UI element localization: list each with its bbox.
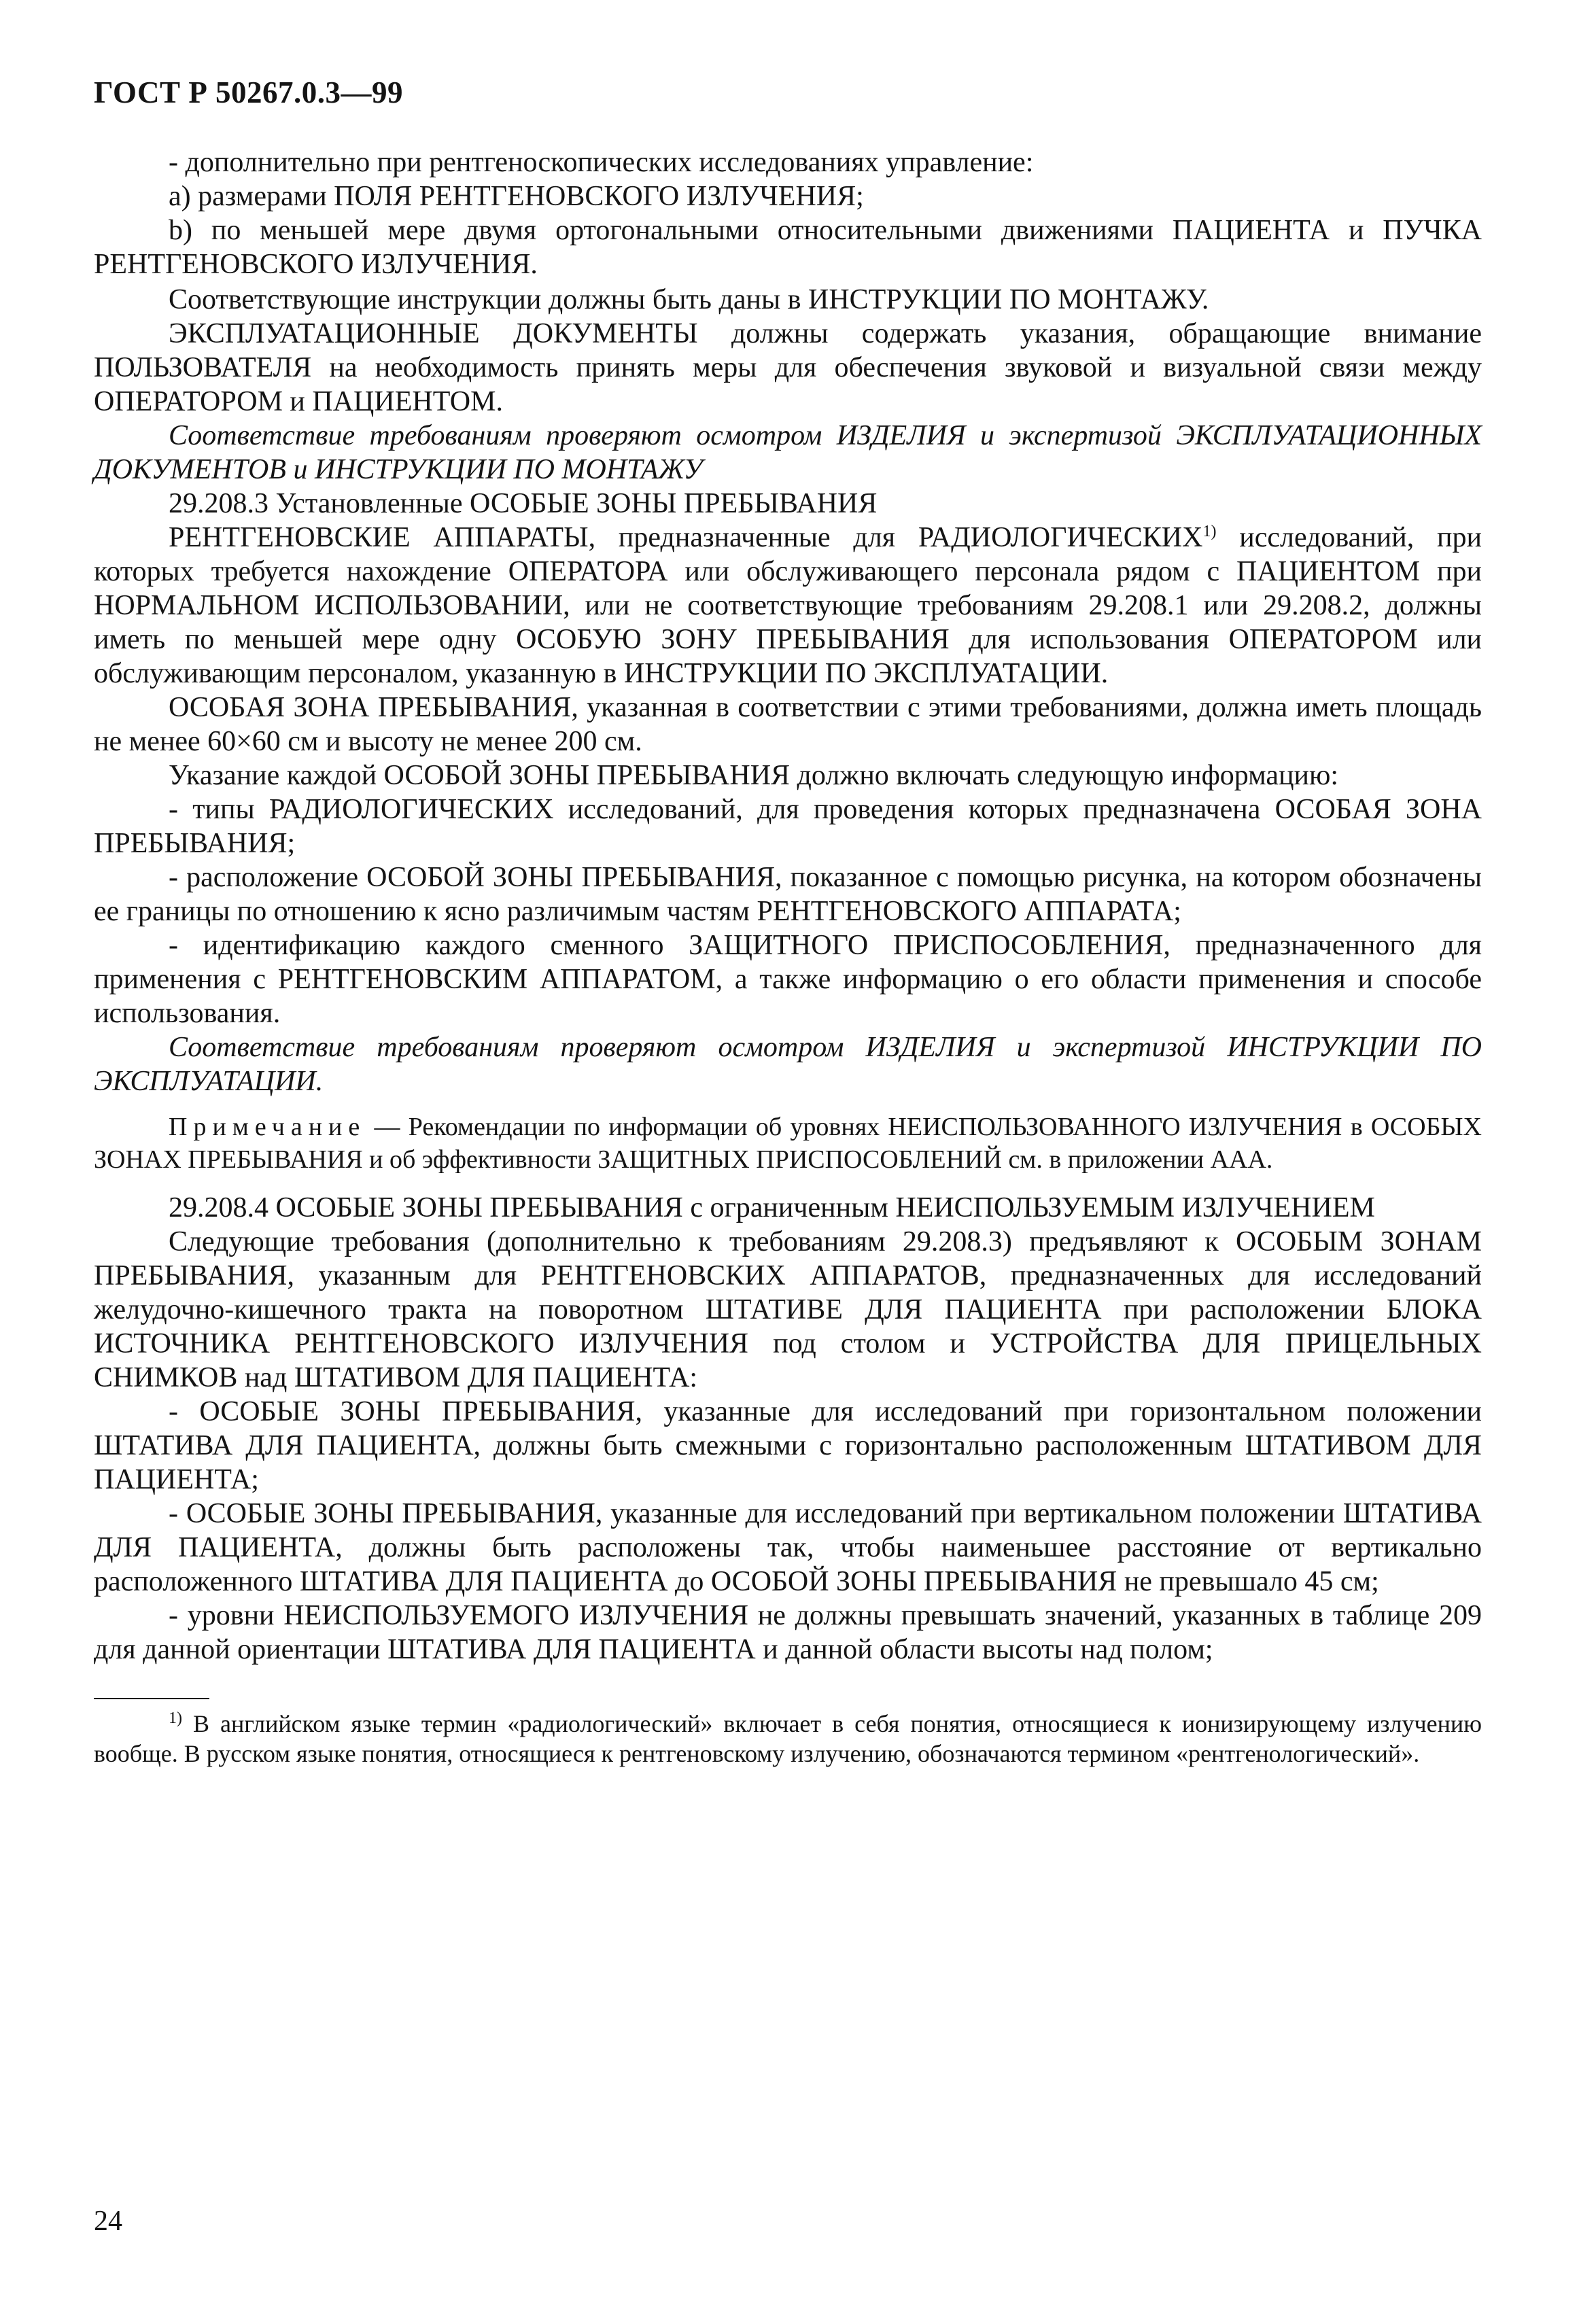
compliance-check: Соответствие требованиям проверяют осмотром ИЗДЕЛИЯ и экспертизой ИНСТРУКЦИИ ПО ЭКСПЛУАТАЦИИ. [94,1032,1482,1097]
note [94,1111,1482,1176]
compliance-check: Соответствие требованиям проверяют осмотром ИЗДЕЛИЯ и экспертизой ЭКСПЛУАТАЦИОННЫХ ДОКУМЕНТОВ и ИНСТРУКЦИИ ПО МОНТАЖУ [94,420,1482,485]
document-page [94,73,1482,1769]
note-text: — Рекомендации по информации об уровнях НЕИСПОЛЬЗОВАННОГО ИЗЛУЧЕНИЯ в ОСОБЫХ ЗОНАХ ПРЕБЫВАНИЯ и об эффективности ЗАЩИТНЫХ ПРИСПОСОБЛЕНИЙ см. в приложении ААА. [94,1113,1482,1174]
footnote-reference: 1) [1202,523,1217,540]
list-item: b) по меньшей мере двумя ортогональными относительными движениями ПАЦИЕНТА и ПУЧКА РЕНТГЕНОВСКОГО ИЗЛУЧЕНИЯ. [94,215,1482,280]
list-item: - ОСОБЫЕ ЗОНЫ ПРЕБЫВАНИЯ, указанные для исследований при горизонтальном положении ШТАТИВА ДЛЯ ПАЦИЕНТА, должны быть смежными с горизонтально расположенным ШТАТИВОМ ДЛЯ ПАЦИЕНТА; [94,1396,1482,1495]
note-label: Примечание [169,1113,366,1141]
paragraph [94,521,1482,691]
paragraph: Указание каждой ОСОБОЙ ЗОНЫ ПРЕБЫВАНИЯ должно включать следующую информацию: [169,760,1339,791]
list-item: - уровни НЕИСПОЛЬЗУЕМОГО ИЗЛУЧЕНИЯ не должны превышать значений, указанных в таблице 209 для данной ориентации ШТАТИВА ДЛЯ ПАЦИЕНТА и данной области высоты над полом; [94,1600,1482,1665]
paragraph: - дополнительно при рентгеноскопических исследованиях управление: [169,147,1034,178]
list-item: - идентификацию каждого сменного ЗАЩИТНОГО ПРИСПОСОБЛЕНИЯ, предназначенного для применения с РЕНТГЕНОВСКИМ АППАРАТОМ, а также информацию о его области применения и способе использования. [94,930,1482,1029]
list-item: - ОСОБЫЕ ЗОНЫ ПРЕБЫВАНИЯ, указанные для исследований при вертикальном положении ШТАТИВА ДЛЯ ПАЦИЕНТА, должны быть расположены так, чтобы наименьшее расстояние от вертикально расположенного ШТАТИВА ДЛЯ ПАЦИЕНТА до ОСОБОЙ ЗОНЫ ПРЕБЫВАНИЯ не превышало 45 см; [94,1498,1482,1597]
section-heading: 29.208.4 ОСОБЫЕ ЗОНЫ ПРЕБЫВАНИЯ с ограниченным НЕИСПОЛЬЗУЕМЫМ ИЗЛУЧЕНИЕМ [169,1192,1375,1223]
paragraph: ОСОБАЯ ЗОНА ПРЕБЫВАНИЯ, указанная в соответствии с этими требованиями, должна иметь площадь не менее 60×60 см и высоту не менее 200 см. [94,692,1482,757]
footnote-text: В английском языке термин «радиологический» включает в себя понятия, относящиеся к ионизирующему излучению вообще. В русском языке понятия, относящиеся к рентгеновскому излучению, обозначаются термином «рентгенологический». [94,1710,1482,1767]
footnote-divider [94,1698,209,1699]
section-heading: 29.208.3 Установленные ОСОБЫЕ ЗОНЫ ПРЕБЫВАНИЯ [169,488,878,519]
paragraph-text: исследований, при которых требуется нахождение ОПЕРАТОРА или обслуживающего персонала рядом с ПАЦИЕНТОМ при НОРМАЛЬНОМ ИСПОЛЬЗОВАНИИ, или не соответствующие требованиям 29.208.1 или 29.208.2, должны иметь по меньшей мере одну ОСОБУЮ ЗОНУ ПРЕБЫВАНИЯ для использования ОПЕРАТОРОМ или обслуживающим персоналом, указанную в ИНСТРУКЦИИ ПО ЭКСПЛУАТАЦИИ. [94,522,1482,689]
list-item: а) размерами ПОЛЯ РЕНТГЕНОВСКОГО ИЗЛУЧЕНИЯ; [169,181,864,212]
list-item: - типы РАДИОЛОГИЧЕСКИХ исследований, для проведения которых предназначена ОСОБАЯ ЗОНА ПРЕБЫВАНИЯ; [94,794,1482,859]
footnote [94,1709,1482,1769]
document-header: ГОСТ Р 50267.0.3—99 [94,75,404,109]
list-item: - расположение ОСОБОЙ ЗОНЫ ПРЕБЫВАНИЯ, показанное с помощью рисунка, на котором обозначены ее границы по отношению к ясно различимым частям РЕНТГЕНОВСКОГО АППАРАТА; [94,862,1482,927]
paragraph: ЭКСПЛУАТАЦИОННЫЕ ДОКУМЕНТЫ должны содержать указания, обращающие внимание ПОЛЬЗОВАТЕЛЯ на необходимость принять меры для обеспечения звуковой и визуальной связи между ОПЕРАТОРОМ и ПАЦИЕНТОМ. [94,318,1482,417]
footnote-mark: 1) [169,1709,182,1727]
paragraph: Соответствующие инструкции должны быть даны в ИНСТРУКЦИИ ПО МОНТАЖУ. [169,284,1209,315]
paragraph: Следующие требования (дополнительно к требованиям 29.208.3) предъявляют к ОСОБЫМ ЗОНАМ ПРЕБЫВАНИЯ, указанным для РЕНТГЕНОВСКИХ АППАРАТОВ, предназначенных для исследований желудочно-кишечного тракта на поворотном ШТАТИВЕ ДЛЯ ПАЦИЕНТА при расположении БЛОКА ИСТОЧНИКА РЕНТГЕНОВСКОГО ИЗЛУЧЕНИЯ под столом и УСТРОЙСТВА ДЛЯ ПРИЦЕЛЬНЫХ СНИМКОВ над ШТАТИВОМ ДЛЯ ПАЦИЕНТА: [94,1226,1482,1393]
page-number: 24 [94,2206,122,2237]
paragraph-text: РЕНТГЕНОВСКИЕ АППАРАТЫ, предназначенные для РАДИОЛОГИЧЕСКИХ [169,522,1203,553]
